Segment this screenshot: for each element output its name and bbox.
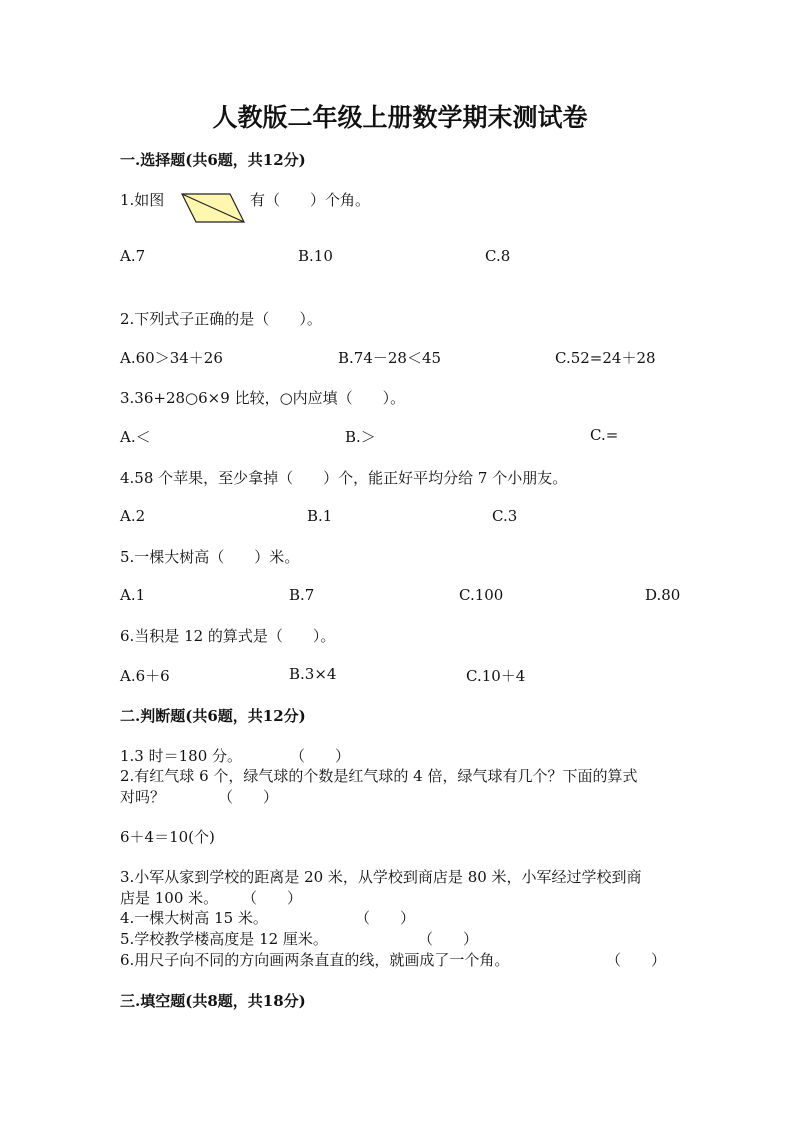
q2-option-a[interactable]: A.60＞34＋26: [120, 349, 223, 367]
q6-option-a[interactable]: A.6＋6: [120, 667, 170, 685]
q6-option-c[interactable]: C.10＋4: [466, 667, 526, 685]
question-3-text: 3.36+28○6×9 比较，○内应填（ ）。: [120, 389, 406, 407]
q4-option-c[interactable]: C.3: [492, 507, 518, 525]
q4-option-a[interactable]: A.2: [120, 507, 146, 525]
q1-option-a[interactable]: A.7: [120, 247, 146, 265]
judge-3-text-line1: 3.小军从家到学校的距离是 20 米，从学校到商店是 80 米，小军经过学校到商: [120, 868, 642, 886]
judge-4-text: 4.一棵大树高 15 米。: [120, 909, 268, 927]
q3-option-b[interactable]: B.＞: [345, 428, 376, 446]
q5-option-a[interactable]: A.1: [120, 586, 146, 604]
q5-option-b[interactable]: B.7: [289, 586, 315, 604]
judge-1-text: 1.3 时＝180 分。: [120, 747, 243, 765]
judge-1-answer-blank[interactable]: （ ）: [290, 747, 351, 765]
question-5-text: 5.一棵大树高（ ）米。: [120, 548, 300, 566]
q3-option-a[interactable]: A.＜: [120, 428, 151, 446]
section-1-heading: 一.选择题(共6题，共12分): [120, 151, 306, 169]
q4-option-b[interactable]: B.1: [307, 507, 333, 525]
question-4-text: 4.58 个苹果，至少拿掉（ ）个，能正好平均分给 7 个小朋友。: [120, 469, 568, 487]
parallelogram-figure: [180, 192, 246, 224]
q3-option-c[interactable]: C.=: [590, 426, 619, 444]
q5-option-d[interactable]: D.80: [645, 586, 681, 604]
judge-2-answer-blank[interactable]: （ ）: [218, 788, 279, 806]
q2-option-c[interactable]: C.52=24＋28: [555, 349, 656, 367]
question-1-text-pre: 1.如图: [120, 191, 165, 209]
judge-2-formula: 6＋4＝10(个): [120, 828, 215, 846]
section-2-heading: 二.判断题(共6题，共12分): [120, 707, 306, 725]
judge-6-text: 6.用尺子向不同的方向画两条直直的线，就画成了一个角。: [120, 951, 510, 969]
page-title: 人教版二年级上册数学期末测试卷: [212, 103, 588, 132]
q2-option-b[interactable]: B.74－28＜45: [338, 349, 442, 367]
q6-option-b[interactable]: B.3×4: [289, 665, 337, 683]
judge-2-text-line2: 对吗？: [120, 788, 166, 806]
judge-5-text: 5.学校教学楼高度是 12 厘米。: [120, 930, 328, 948]
q1-option-b[interactable]: B.10: [298, 247, 333, 265]
judge-5-answer-blank[interactable]: （ ）: [418, 930, 479, 948]
judge-3-answer-blank[interactable]: （ ）: [242, 889, 303, 907]
judge-3-text-line2: 店是 100 米。: [120, 889, 219, 907]
judge-6-answer-blank[interactable]: （ ）: [606, 951, 667, 969]
question-1-text-post: 有（ ）个角。: [250, 191, 371, 209]
question-2-text: 2.下列式子正确的是（ ）。: [120, 310, 322, 328]
judge-4-answer-blank[interactable]: （ ）: [355, 909, 416, 927]
question-6-text: 6.当积是 12 的算式是（ ）。: [120, 627, 336, 645]
judge-2-text-line1: 2.有红气球 6 个，绿气球的个数是红气球的 4 倍，绿气球有几个？下面的算式: [120, 767, 638, 785]
section-3-heading: 三.填空题(共8题，共18分): [120, 992, 306, 1010]
q1-option-c[interactable]: C.8: [485, 247, 511, 265]
q5-option-c[interactable]: C.100: [459, 586, 504, 604]
